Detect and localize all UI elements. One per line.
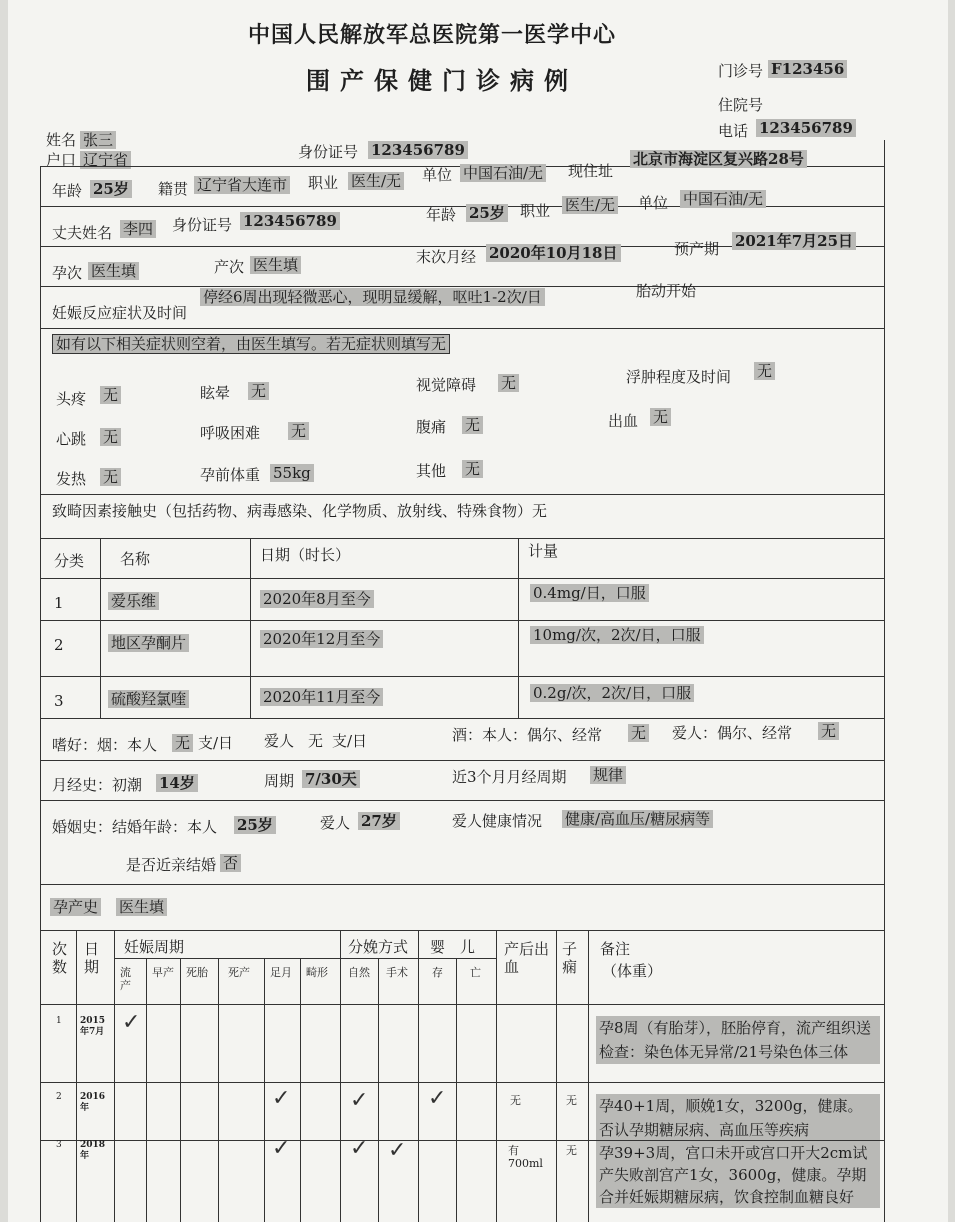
husband-unit-value: 中国石油/无 [680,190,766,208]
drink-spouse: 无 [818,722,839,740]
checkmark-icon: ✓ [272,1086,291,1111]
checkmark-icon: ✓ [350,1088,369,1113]
row-divider [40,718,884,719]
clinic-number: F123456 [768,60,847,78]
hukou-label: 户口 [46,151,77,169]
checkmark-icon: ✓ [122,1010,141,1035]
ob-sub-dead-birth: 死产 [228,966,250,979]
ob-header-eclampsia: 子痫 [562,940,578,976]
ob-row-date: 2016年 [80,1092,106,1113]
recent-cycle-label: 近3个月月经周期 [452,768,567,786]
col-divider [76,930,77,1222]
bleeding-value: 无 [650,408,671,426]
name-value: 张三 [80,131,116,149]
name-label: 姓名 [46,131,77,149]
lmp-label: 末次月经 [416,248,477,266]
reaction-value: 停经6周出现轻微恶心，现明显缓解，呕吐1-2次/日 [200,288,545,306]
med-row-idx: 1 [54,594,64,612]
checkmark-icon: ✓ [350,1136,369,1161]
ob-row-number: 1 [56,1016,62,1026]
col-divider [114,930,115,1222]
smoke-spouse-label: 爱人 [264,732,295,750]
form-title: 围产保健门诊病例 [306,66,578,95]
phone-label: 电话 [718,122,749,140]
marriage-spouse-age: 27岁 [358,812,400,830]
row-divider [40,286,884,287]
exposure-text: 致畸因素接触史（包括药物、病毒感染、化学物质、放射线、特殊食物）无 [52,502,548,520]
dyspnea-value: 无 [288,422,309,440]
med-row-name: 爱乐维 [108,592,159,610]
col-divider [378,958,379,1222]
ob-sub-fullterm: 足月 [270,966,292,979]
med-row-dose: 10mg/次，2次/日，口服 [530,626,704,644]
med-header-date: 日期（时长） [260,546,351,564]
symptom-note: 如有以下相关症状则空着，由医生填写。若无症状则填写无 [52,334,450,354]
age-label: 年龄 [52,182,83,200]
headache-label: 头疼 [56,390,87,408]
unit-value: 中国石油/无 [460,164,546,182]
smoke-self: 无 [172,734,193,752]
native-label: 籍贯 [158,180,189,198]
reaction-label: 妊娠反应症状及时间 [52,304,188,322]
ob-row-note: 孕40+1周，顺娩1女，3200g，健康。否认孕期糖尿病、高血压等疾病 [596,1094,880,1142]
row-divider [40,578,884,579]
weight-value: 55kg [270,464,314,482]
med-header-name: 名称 [120,550,151,568]
consanguinity-label: 是否近亲结婚 [126,856,217,874]
med-header-dose: 计量 [528,542,559,560]
abdominal-label: 腹痛 [416,418,447,436]
cycle-value: 7/30天 [302,770,360,788]
address-value: 北京市海淀区复兴路28号 [630,150,807,168]
other-value: 无 [462,460,483,478]
row-divider [40,676,884,677]
weight-label: 孕前体重 [200,466,261,484]
edema-label: 浮肿程度及时间 [626,368,732,386]
husband-age-value: 25岁 [466,204,508,222]
col-divider [496,930,497,1222]
med-row-dose: 0.2g/次，2次/日，口服 [530,684,694,702]
recent-cycle-value: 规律 [590,766,626,784]
ob-row-eclampsia: 无 [566,1144,577,1157]
col-divider [556,930,557,1222]
checkmark-icon: ✓ [388,1138,407,1163]
job-value: 医生/无 [348,172,404,190]
husband-job-value: 医生/无 [562,196,618,214]
col-divider [588,930,589,1222]
hospital-name: 中国人民解放军总医院第一医学中心 [248,22,617,48]
quickening-label: 胎动开始 [636,282,697,300]
left-border [40,166,41,1222]
smoke-unit-2: 支/日 [332,732,368,750]
med-row-dose: 0.4mg/日，口服 [530,584,649,602]
ob-header-number: 次数 [52,940,68,976]
unit-label: 单位 [422,166,453,184]
ob-row-number: 3 [56,1140,62,1150]
fever-label: 发热 [56,470,87,488]
row-divider [40,1004,884,1005]
gravida-value: 医生填 [88,262,139,280]
med-row-date: 2020年12月至今 [260,630,383,648]
palpitation-value: 无 [100,428,121,446]
ob-sub-stillbirth: 死胎 [186,966,208,979]
edd-value: 2021年7月25日 [732,232,856,250]
medical-record-page [8,0,948,1222]
husband-age-label: 年龄 [426,206,457,224]
headache-value: 无 [100,386,121,404]
ob-header-note: 备注 [600,940,631,958]
hukou-value: 辽宁省 [80,151,131,169]
row-divider [40,538,884,539]
ob-row-note: 孕8周（有胎芽），胚胎停育，流产组织送检查：染色体无异常/21号染色体三体 [596,1016,880,1064]
menses-label: 月经史：初潮 [52,776,143,794]
phone-value: 123456789 [756,119,856,137]
lmp-value: 2020年10月18日 [486,244,621,262]
husband-job-label: 职业 [520,202,551,220]
row-divider [40,800,884,801]
col-divider [146,958,147,1222]
ob-row-pph: 有700ml [508,1144,543,1170]
checkmark-icon: ✓ [428,1086,447,1111]
col-divider [418,930,419,1222]
row-divider [40,1140,884,1141]
edd-label: 预产期 [674,240,720,258]
row-divider [40,328,884,329]
row-divider [40,760,884,761]
husband-id-label: 身份证号 [172,216,233,234]
col-divider [100,538,101,718]
ob-header-weight: （体重） [602,962,663,980]
marriage-spouse-label: 爱人 [320,814,351,832]
col-divider [340,930,341,1222]
marriage-self-age: 25岁 [234,816,276,834]
drink-self: 无 [628,724,649,742]
ob-header-pregnancy: 妊娠周期 [124,938,185,956]
ob-sub-alive: 存 [432,966,443,979]
ob-row-number: 2 [56,1092,62,1102]
ob-row-date: 2018年 [80,1140,106,1161]
husband-name-value: 李四 [120,220,156,238]
row-divider [40,620,884,621]
smoke-spouse: 无 [308,732,324,750]
row-divider [40,1082,884,1083]
ob-row-pph: 无 [510,1094,521,1107]
ob-sub-anomaly: 畸形 [306,966,328,979]
ob-row-note: 孕39+3周，宫口未开或宫口开大2cm试产失败剖宫产1女，3600g，健康。孕期合并妊娠期糖尿病，饮食控制血糖良好 [596,1142,880,1208]
med-header-type: 分类 [54,552,85,570]
row-divider [40,884,884,885]
dyspnea-label: 呼吸困难 [200,424,261,442]
admission-number-label: 住院号 [718,96,764,114]
fever-value: 无 [100,468,121,486]
col-divider [456,958,457,1222]
age-value: 25岁 [90,180,132,198]
edema-value: 无 [754,362,775,380]
ob-row-eclampsia: 无 [566,1094,577,1107]
ob-sub-natural: 自然 [348,966,370,979]
col-divider [180,958,181,1222]
smoke-label: 嗜好：烟：本人 [52,736,158,754]
obstetric-label: 孕产史 [50,898,101,916]
id-value: 123456789 [368,141,468,159]
col-divider [264,958,265,1222]
spouse-health-value: 健康/高血压/糖尿病等 [562,810,713,828]
ob-header-date: 日期 [84,940,100,976]
ob-sub-surgical: 手术 [386,966,408,979]
other-label: 其他 [416,462,447,480]
med-row-name: 硫酸羟氯喹 [108,690,189,708]
drink-label: 酒：本人：偶尔、经常 [452,726,603,744]
gravida-label: 孕次 [52,264,83,282]
spouse-health-label: 爱人健康情况 [452,812,543,830]
row-divider [40,930,884,931]
col-divider [518,538,519,718]
col-divider [218,958,219,1222]
obstetric-value: 医生填 [116,898,167,916]
smoke-unit-1: 支/日 [198,734,234,752]
menarche-value: 14岁 [156,774,198,792]
vision-label: 视觉障碍 [416,376,477,394]
bleeding-label: 出血 [608,412,639,430]
dizzy-value: 无 [248,382,269,400]
col-divider [300,958,301,1222]
clinic-number-label: 门诊号 [718,62,764,80]
checkmark-icon: ✓ [272,1136,291,1161]
row-divider [114,958,496,959]
cycle-label: 周期 [264,772,295,790]
dizzy-label: 眩晕 [200,384,231,402]
palpitation-label: 心跳 [56,430,87,448]
right-border [884,140,885,1222]
ob-sub-dead: 亡 [470,966,481,979]
consanguinity-value: 否 [220,854,241,872]
husband-id-value: 123456789 [240,212,340,230]
parity-value: 医生填 [250,256,301,274]
med-row-date: 2020年11月至今 [260,688,383,706]
native-value: 辽宁省大连市 [194,176,290,194]
abdominal-value: 无 [462,416,483,434]
ob-header-delivery: 分娩方式 [348,938,409,956]
husband-name-label: 丈夫姓名 [52,224,113,242]
med-row-name: 地区孕酮片 [108,634,189,652]
ob-sub-abortion: 流产 [120,966,131,992]
marriage-label: 婚姻史：结婚年龄：本人 [52,818,218,836]
id-label: 身份证号 [298,143,359,161]
ob-sub-preterm: 早产 [152,966,174,979]
husband-unit-label: 单位 [638,194,669,212]
med-row-date: 2020年8月至今 [260,590,374,608]
job-label: 职业 [308,174,339,192]
vision-value: 无 [498,374,519,392]
ob-header-pph: 产后出血 [504,940,550,976]
address-label: 现住址 [568,162,614,180]
med-row-idx: 2 [54,636,64,654]
parity-label: 产次 [214,258,245,276]
med-row-idx: 3 [54,692,64,710]
col-divider [250,538,251,718]
ob-row-date: 2015年7月 [80,1016,106,1037]
ob-header-infant: 婴 儿 [430,938,476,956]
row-divider [40,494,884,495]
drink-spouse-label: 爱人：偶尔、经常 [672,724,793,742]
